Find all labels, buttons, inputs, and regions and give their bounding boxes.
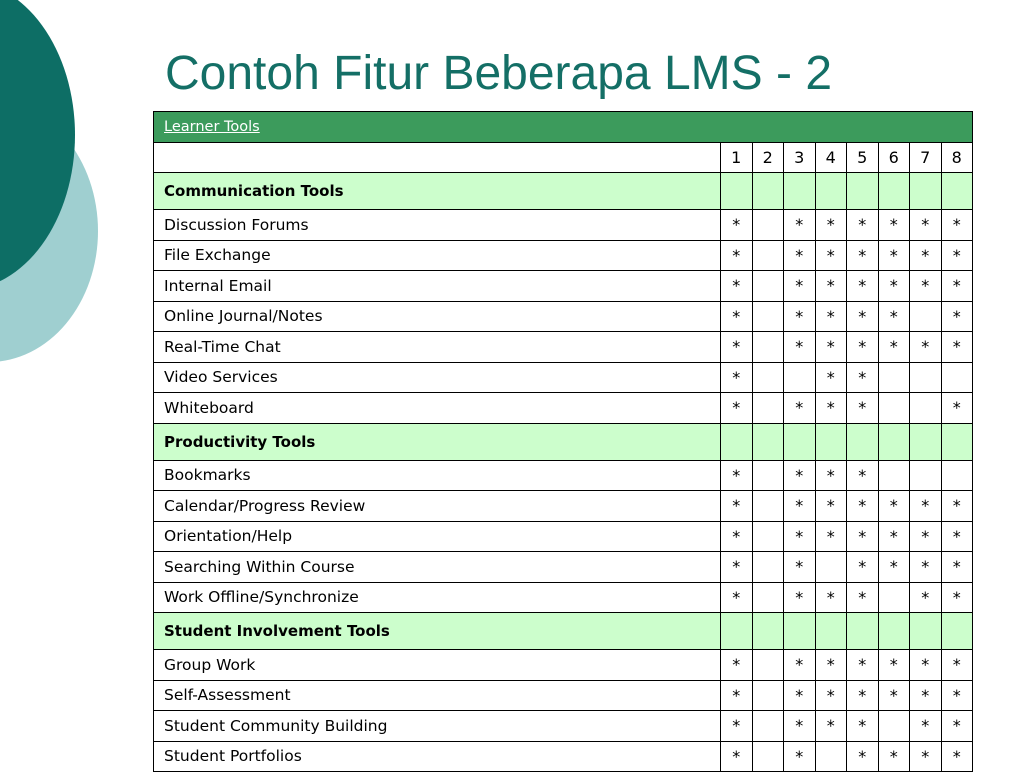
lms-feature-table bbox=[153, 111, 973, 772]
feature-mark: * bbox=[878, 210, 910, 241]
feature-mark: * bbox=[847, 521, 879, 552]
feature-name: Orientation/Help bbox=[154, 521, 721, 552]
feature-mark bbox=[752, 393, 784, 424]
feature-mark: * bbox=[941, 301, 973, 332]
feature-mark: * bbox=[910, 680, 942, 711]
feature-mark bbox=[815, 741, 847, 772]
feature-mark: * bbox=[784, 240, 816, 271]
feature-name: Real-Time Chat bbox=[154, 332, 721, 363]
feature-mark: * bbox=[910, 650, 942, 681]
feature-mark bbox=[752, 460, 784, 491]
feature-mark bbox=[878, 711, 910, 742]
feature-mark: * bbox=[910, 332, 942, 363]
category-cell bbox=[784, 423, 816, 460]
column-number: 7 bbox=[910, 143, 942, 173]
feature-mark: * bbox=[815, 491, 847, 522]
feature-mark: * bbox=[784, 271, 816, 302]
feature-mark: * bbox=[721, 680, 753, 711]
category-cell bbox=[752, 423, 784, 460]
feature-mark: * bbox=[815, 711, 847, 742]
feature-mark: * bbox=[847, 741, 879, 772]
feature-mark: * bbox=[784, 582, 816, 613]
feature-mark: * bbox=[784, 711, 816, 742]
feature-name: Self-Assessment bbox=[154, 680, 721, 711]
feature-mark: * bbox=[941, 271, 973, 302]
feature-row bbox=[154, 332, 973, 363]
feature-name: Searching Within Course bbox=[154, 552, 721, 583]
feature-mark: * bbox=[910, 271, 942, 302]
feature-row bbox=[154, 362, 973, 393]
feature-row bbox=[154, 680, 973, 711]
feature-name: Whiteboard bbox=[154, 393, 721, 424]
feature-mark: * bbox=[941, 393, 973, 424]
category-row bbox=[154, 173, 973, 210]
feature-mark: * bbox=[941, 650, 973, 681]
feature-mark: * bbox=[878, 332, 910, 363]
table-body bbox=[154, 112, 973, 772]
feature-mark bbox=[878, 582, 910, 613]
category-cell bbox=[847, 423, 879, 460]
feature-mark bbox=[910, 460, 942, 491]
feature-mark: * bbox=[847, 210, 879, 241]
feature-mark: * bbox=[878, 650, 910, 681]
feature-mark: * bbox=[784, 491, 816, 522]
feature-mark bbox=[752, 240, 784, 271]
feature-mark: * bbox=[815, 582, 847, 613]
feature-name: Video Services bbox=[154, 362, 721, 393]
feature-mark: * bbox=[721, 332, 753, 363]
feature-row bbox=[154, 271, 973, 302]
feature-row bbox=[154, 301, 973, 332]
feature-mark bbox=[941, 362, 973, 393]
feature-mark bbox=[752, 711, 784, 742]
feature-mark: * bbox=[815, 301, 847, 332]
feature-mark bbox=[752, 271, 784, 302]
category-cell bbox=[815, 423, 847, 460]
feature-mark: * bbox=[847, 711, 879, 742]
feature-mark: * bbox=[847, 332, 879, 363]
category-cell bbox=[878, 613, 910, 650]
feature-mark: * bbox=[941, 521, 973, 552]
feature-mark bbox=[752, 362, 784, 393]
feature-row bbox=[154, 460, 973, 491]
category-cell bbox=[910, 423, 942, 460]
feature-mark: * bbox=[847, 460, 879, 491]
feature-mark: * bbox=[941, 332, 973, 363]
feature-mark: * bbox=[721, 582, 753, 613]
feature-mark: * bbox=[784, 741, 816, 772]
feature-mark: * bbox=[878, 271, 910, 302]
column-header-blank bbox=[154, 143, 721, 173]
column-number: 8 bbox=[941, 143, 973, 173]
feature-mark bbox=[910, 393, 942, 424]
feature-mark: * bbox=[721, 210, 753, 241]
feature-mark: * bbox=[721, 491, 753, 522]
feature-mark: * bbox=[784, 521, 816, 552]
feature-row bbox=[154, 650, 973, 681]
category-cell bbox=[878, 423, 910, 460]
feature-mark: * bbox=[784, 301, 816, 332]
feature-mark: * bbox=[815, 271, 847, 302]
feature-mark bbox=[752, 521, 784, 552]
column-number: 6 bbox=[878, 143, 910, 173]
feature-mark: * bbox=[847, 680, 879, 711]
feature-row bbox=[154, 711, 973, 742]
feature-mark: * bbox=[721, 271, 753, 302]
feature-mark: * bbox=[847, 362, 879, 393]
category-cell bbox=[784, 173, 816, 210]
feature-mark: * bbox=[910, 210, 942, 241]
learner-tools-link[interactable]: Learner Tools bbox=[154, 112, 973, 143]
feature-row bbox=[154, 210, 973, 241]
feature-mark: * bbox=[784, 680, 816, 711]
feature-mark: * bbox=[815, 210, 847, 241]
category-cell bbox=[752, 173, 784, 210]
feature-mark: * bbox=[815, 362, 847, 393]
category-label: Productivity Tools bbox=[154, 423, 721, 460]
feature-mark: * bbox=[847, 650, 879, 681]
category-cell bbox=[721, 423, 753, 460]
feature-mark: * bbox=[815, 332, 847, 363]
feature-mark bbox=[878, 460, 910, 491]
category-cell bbox=[847, 613, 879, 650]
feature-mark bbox=[752, 741, 784, 772]
feature-mark: * bbox=[815, 240, 847, 271]
feature-name: File Exchange bbox=[154, 240, 721, 271]
feature-name: Online Journal/Notes bbox=[154, 301, 721, 332]
feature-mark: * bbox=[721, 460, 753, 491]
feature-mark bbox=[752, 650, 784, 681]
feature-mark: * bbox=[878, 240, 910, 271]
feature-mark: * bbox=[815, 521, 847, 552]
feature-row bbox=[154, 491, 973, 522]
feature-row bbox=[154, 393, 973, 424]
column-number: 1 bbox=[721, 143, 753, 173]
feature-mark bbox=[878, 393, 910, 424]
feature-name: Calendar/Progress Review bbox=[154, 491, 721, 522]
feature-mark: * bbox=[721, 741, 753, 772]
category-cell bbox=[721, 173, 753, 210]
category-label: Communication Tools bbox=[154, 173, 721, 210]
category-cell bbox=[941, 173, 973, 210]
feature-mark: * bbox=[878, 741, 910, 772]
feature-mark bbox=[784, 362, 816, 393]
feature-mark: * bbox=[941, 741, 973, 772]
feature-mark: * bbox=[941, 240, 973, 271]
feature-row bbox=[154, 521, 973, 552]
table-header-row bbox=[154, 112, 973, 143]
feature-mark: * bbox=[815, 393, 847, 424]
slide-title: Contoh Fitur Beberapa LMS - 2 bbox=[165, 47, 833, 100]
feature-mark: * bbox=[847, 582, 879, 613]
feature-mark: * bbox=[910, 711, 942, 742]
feature-mark bbox=[752, 210, 784, 241]
feature-mark bbox=[878, 362, 910, 393]
feature-mark: * bbox=[941, 552, 973, 583]
feature-mark: * bbox=[847, 240, 879, 271]
feature-mark: * bbox=[941, 210, 973, 241]
feature-mark: * bbox=[941, 582, 973, 613]
feature-mark: * bbox=[784, 460, 816, 491]
category-row bbox=[154, 423, 973, 460]
feature-mark: * bbox=[878, 680, 910, 711]
category-cell bbox=[815, 173, 847, 210]
category-cell bbox=[752, 613, 784, 650]
feature-mark: * bbox=[784, 393, 816, 424]
feature-name: Internal Email bbox=[154, 271, 721, 302]
feature-row bbox=[154, 240, 973, 271]
feature-mark: * bbox=[847, 491, 879, 522]
category-cell bbox=[941, 423, 973, 460]
feature-mark: * bbox=[721, 521, 753, 552]
feature-mark: * bbox=[941, 491, 973, 522]
feature-mark: * bbox=[941, 711, 973, 742]
feature-mark bbox=[941, 460, 973, 491]
feature-mark bbox=[910, 362, 942, 393]
feature-mark: * bbox=[784, 210, 816, 241]
feature-row bbox=[154, 741, 973, 772]
category-row bbox=[154, 613, 973, 650]
feature-mark: * bbox=[815, 650, 847, 681]
feature-mark bbox=[752, 552, 784, 583]
category-cell bbox=[910, 613, 942, 650]
feature-row bbox=[154, 582, 973, 613]
category-cell bbox=[847, 173, 879, 210]
feature-mark: * bbox=[941, 680, 973, 711]
category-cell bbox=[815, 613, 847, 650]
feature-mark bbox=[752, 582, 784, 613]
feature-mark: * bbox=[910, 552, 942, 583]
column-number: 5 bbox=[847, 143, 879, 173]
feature-name: Group Work bbox=[154, 650, 721, 681]
feature-mark bbox=[752, 491, 784, 522]
feature-mark: * bbox=[910, 240, 942, 271]
column-number: 3 bbox=[784, 143, 816, 173]
feature-name: Student Portfolios bbox=[154, 741, 721, 772]
category-cell bbox=[910, 173, 942, 210]
category-cell bbox=[721, 613, 753, 650]
feature-mark: * bbox=[910, 521, 942, 552]
feature-mark: * bbox=[721, 711, 753, 742]
feature-mark: * bbox=[910, 582, 942, 613]
category-label: Student Involvement Tools bbox=[154, 613, 721, 650]
feature-mark: * bbox=[721, 362, 753, 393]
column-number-row bbox=[154, 143, 973, 173]
feature-mark: * bbox=[878, 552, 910, 583]
column-number: 4 bbox=[815, 143, 847, 173]
feature-mark bbox=[752, 332, 784, 363]
feature-name: Work Offline/Synchronize bbox=[154, 582, 721, 613]
feature-mark bbox=[910, 301, 942, 332]
feature-mark: * bbox=[878, 521, 910, 552]
feature-mark: * bbox=[721, 650, 753, 681]
feature-mark: * bbox=[847, 552, 879, 583]
feature-name: Discussion Forums bbox=[154, 210, 721, 241]
category-cell bbox=[784, 613, 816, 650]
feature-mark: * bbox=[784, 650, 816, 681]
feature-mark: * bbox=[721, 301, 753, 332]
feature-mark: * bbox=[847, 271, 879, 302]
feature-mark: * bbox=[910, 741, 942, 772]
feature-mark: * bbox=[847, 393, 879, 424]
category-cell bbox=[878, 173, 910, 210]
column-number: 2 bbox=[752, 143, 784, 173]
feature-mark bbox=[752, 301, 784, 332]
category-cell bbox=[941, 613, 973, 650]
feature-mark: * bbox=[721, 552, 753, 583]
feature-mark: * bbox=[721, 240, 753, 271]
feature-mark: * bbox=[815, 680, 847, 711]
feature-mark: * bbox=[815, 460, 847, 491]
feature-mark: * bbox=[847, 301, 879, 332]
feature-name: Bookmarks bbox=[154, 460, 721, 491]
feature-mark bbox=[752, 680, 784, 711]
feature-mark: * bbox=[784, 332, 816, 363]
feature-row bbox=[154, 552, 973, 583]
feature-mark: * bbox=[878, 301, 910, 332]
feature-mark: * bbox=[721, 393, 753, 424]
feature-mark bbox=[815, 552, 847, 583]
feature-mark: * bbox=[784, 552, 816, 583]
feature-mark: * bbox=[878, 491, 910, 522]
feature-mark: * bbox=[910, 491, 942, 522]
feature-name: Student Community Building bbox=[154, 711, 721, 742]
